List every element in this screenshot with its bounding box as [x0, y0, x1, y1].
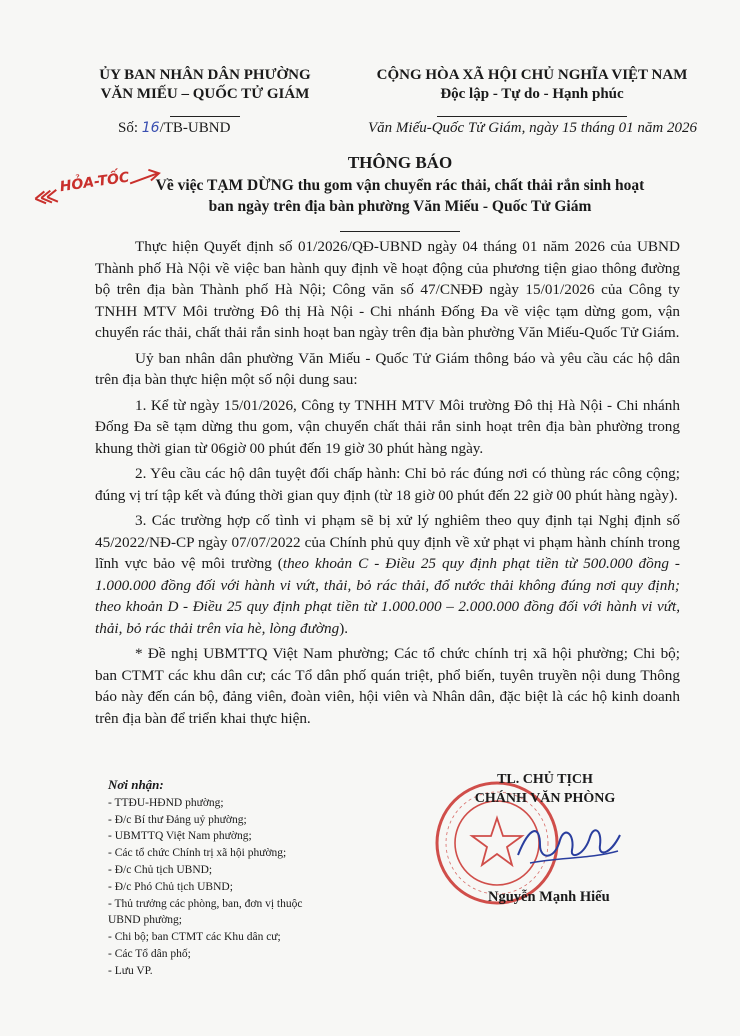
agency-line2: VĂN MIẾU – QUỐC TỬ GIÁM: [100, 86, 310, 102]
nation-underline: [437, 116, 627, 117]
recipient-item: - Chi bộ; ban CTMT các Khu dân cư;: [108, 931, 281, 944]
recipient-item: - Đ/c Chủ tịch UBND;: [108, 863, 213, 876]
nation-line1: CỘNG HÒA XÃ HỘI CHỦ NGHĨA VIỆT NAM: [376, 67, 688, 83]
recipient-item: - UBMTTQ Việt Nam phường;: [108, 830, 252, 843]
recipient-item: - Đ/c Phó Chủ tịch UBND;: [108, 880, 233, 893]
recipient-item: - Lưu VP.: [108, 964, 153, 977]
item-3-penalties: theo khoản C - Điều 25 quy định phạt tiền từ 500.000 đồng - 1.000.000 đồng đối với hành vi vứt, thải, bỏ rác thải, đổ nước thải không đúng nơi quy định; theo khoản D - Điều 25 quy định phạt tiền từ 1.000.000 – 2.000.000 đồng đối với hành vi vứt, thải, bỏ rác thải trên vỉa hè, lòng đường: [95, 555, 680, 637]
title-line2: ban ngày trên địa bàn phường Văn Miếu - Quốc Tử Giám: [208, 198, 592, 215]
signer-name: Nguyễn Mạnh Hiếu: [488, 889, 610, 905]
title-underline: [340, 231, 460, 232]
signer-role-1: TL. CHỦ TỊCH: [497, 772, 593, 787]
recipients-title: Nơi nhận:: [108, 777, 164, 792]
title-heading: THÔNG BÁO: [347, 153, 453, 172]
item-3-close: ).: [339, 619, 349, 637]
paragraph-announcement: Uỷ ban nhân dân phường Văn Miếu - Quốc Tử Giám thông báo và yêu cầu các hộ dân trên địa bàn thực hiện một số nội dung sau:: [95, 349, 680, 388]
recipient-item: - Các Tổ dân phố;: [108, 947, 191, 960]
place-date: Văn Miếu-Quốc Tử Giám, ngày 15 tháng 01 năm 2026: [368, 120, 697, 136]
number-handwritten: 16: [141, 120, 160, 136]
recipient-item: - Các tổ chức Chính trị xã hội phường;: [108, 847, 287, 860]
paragraph-item-3: [95, 510, 680, 639]
recipient-item: - Đ/c Bí thư Đảng uỷ phường;: [108, 813, 247, 826]
number-suffix: /TB-UBND: [159, 120, 231, 136]
document-number: [118, 120, 230, 137]
recipients-list: [108, 777, 378, 980]
notice-body: [95, 236, 680, 729]
recipient-item: - Thủ trưởng các phòng, ban, đơn vị thuộc: [108, 897, 303, 910]
recipient-item: - TTĐU-HĐND phường;: [108, 796, 224, 809]
agency-line1: ỦY BAN NHÂN DÂN PHƯỜNG: [99, 67, 311, 83]
title-line1: Về việc TẠM DỪNG thu gom vận chuyển rác thải, chất thải rắn sinh hoạt: [155, 177, 645, 194]
handwritten-signature-icon: [510, 815, 630, 875]
nation-block: [352, 66, 712, 123]
notice-title: [120, 152, 680, 238]
signer-role-2: CHÁNH VĂN PHÒNG: [474, 791, 616, 806]
paragraph-legal-basis: Thực hiện Quyết định số 01/2026/QĐ-UBND ngày 04 tháng 01 năm 2026 của UBND Thành phố Hà Nội về việc ban hành quy định về hoạt động của phương tiện giao thông đường bộ trên địa bàn Thành phố Hà Nội; Công văn số 47/CNĐĐ ngày 15/01/2026 của Công ty TNHH MTV Môi trường Đô thị Hà Nội - Chi nhánh Đống Đa về việc tạm dừng gom, vận chuyển rác thải, chất thải rắn sinh hoạt ban ngày trên địa bàn phường Văn Miếu-Quốc Tử Giám.: [95, 238, 680, 341]
agency-block: [60, 66, 350, 123]
signature-block: [430, 770, 660, 808]
paragraph-request: * Đề nghị UBMTTQ Việt Nam phường; Các tổ chức chính trị xã hội phường; Chi bộ; ban CTMT các khu dân cư; các Tổ dân phố quán triệt, phổ biến, tuyên truyền nội dung Thông báo này đến cán bộ, đảng viên, đoàn viên, hội viên và Nhân dân, đặc biệt là các hộ kinh doanh trên địa bàn để triển khai thực hiện.: [95, 645, 680, 727]
recipient-item: UBND phường;: [108, 914, 182, 927]
paragraph-item-2: 2. Yêu cầu các hộ dân tuyệt đối chấp hành: Chỉ bỏ rác đúng nơi có thùng rác công cộng; đúng vị trí tập kết và đúng thời gian quy định (từ 18 giờ 00 phút đến 22 giờ 00 phút hàng ngày).: [95, 465, 680, 504]
number-prefix: Số:: [118, 120, 139, 136]
urgent-label: HỎA-TỐC: [58, 169, 131, 196]
agency-underline: [170, 116, 240, 117]
nation-line2: Độc lập - Tự do - Hạnh phúc: [440, 86, 624, 102]
paragraph-item-1: 1. Kể từ ngày 15/01/2026, Công ty TNHH MTV Môi trường Đô thị Hà Nội - Chi nhánh Đống Đa sẽ tạm dừng thu gom, vận chuyển chất thải rắn sinh hoạt trên địa bàn phường trong khung thời gian từ 06giờ 00 phút đến 19 giờ 30 phút hàng ngày.: [95, 396, 680, 457]
item-3-text: 3. Các trường hợp cố tình vi phạm sẽ bị xử lý nghiêm theo quy định tại Nghị định số 45/2022/NĐ-CP ngày 07/07/2022 của Chính phủ quy định về xử phạt vi phạm hành chính trong lĩnh vực bảo vệ môi trường (: [95, 512, 680, 572]
